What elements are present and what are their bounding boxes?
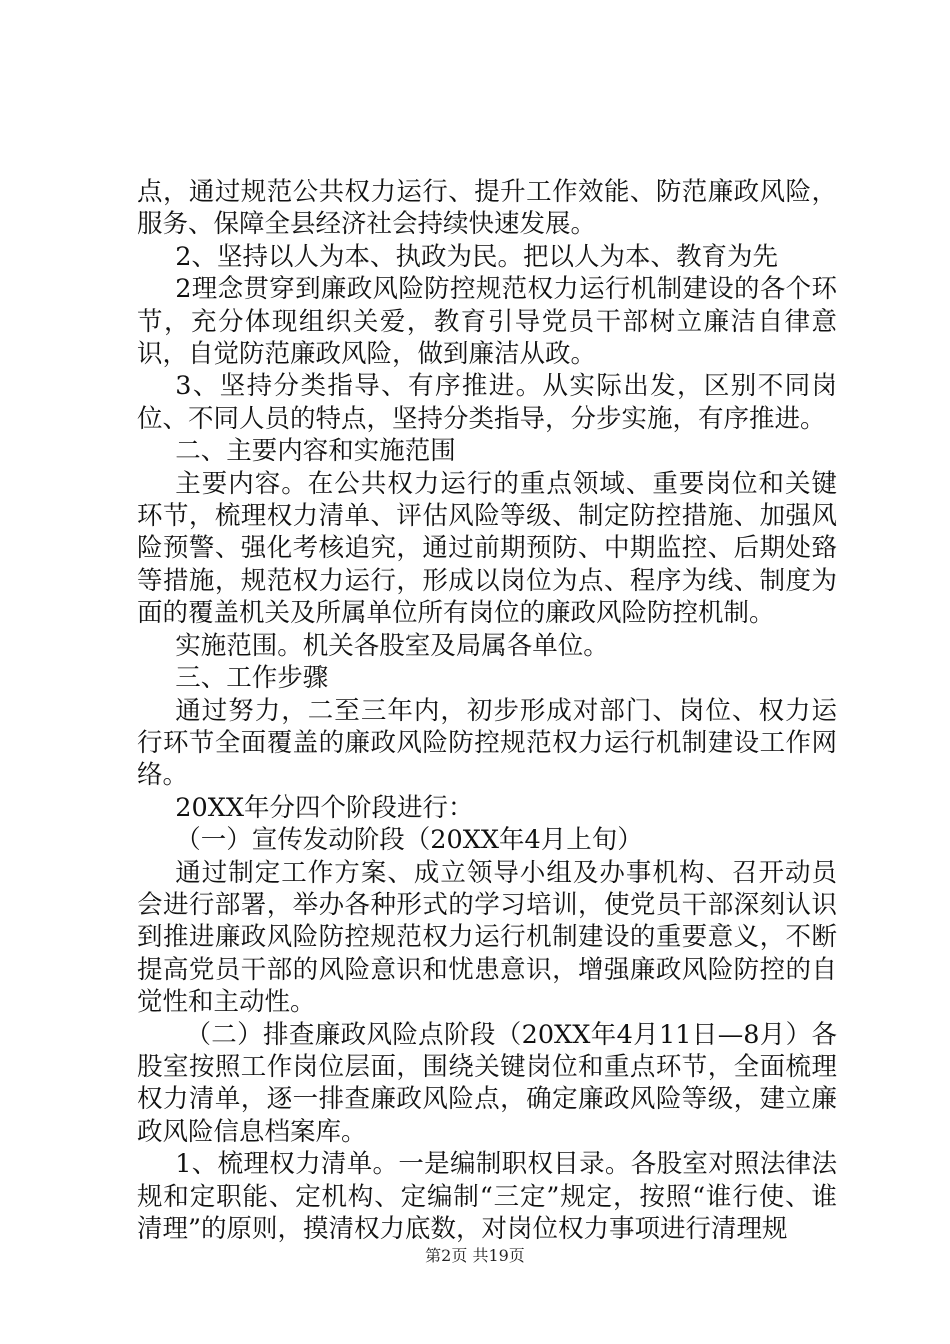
paragraph-stage-2: （二）排查廉政风险点阶段（20XX年4月11日—8月）各股室按照工作岗位层面，围绕关键岗位和重点环节，全面梳理权力清单，逐一排查廉政风险点，确定廉政风险等级，建立廉政风险信息档案库。 [137, 1019, 837, 1147]
paragraph-stage-1: 通过制定工作方案、成立领导小组及办事机构、召开动员会进行部署，举办各种形式的学习培训，使党员干部深刻认识到推进廉政风险防控规范权力运行机制建设的重要意义，不断提高党员干部的风险意识和忧患意识，增强廉政风险防控的自觉性和主动性。 [137, 857, 837, 1018]
paragraph-4: 3、坚持分类指导、有序推进。从实际出发，区别不同岗位、不同人员的特点，坚持分类指导，分步实施，有序推进。 [137, 371, 837, 434]
paragraph-four-stages: 20XX年分四个阶段进行： [175, 792, 474, 823]
document-body [137, 176, 837, 1245]
section-heading-2: 二、主要内容和实施范围 [175, 436, 456, 467]
paragraph-steps-intro: 通过努力，二至三年内，初步形成对部门、岗位、权力运行环节全面覆盖的廉政风险防控规范权力运行机制建设工作网络。 [137, 695, 837, 791]
section-heading-3: 三、工作步骤 [175, 663, 329, 694]
paragraph-main-content: 主要内容。在公共权力运行的重点领域、重要岗位和关键环节，梳理权力清单、评估风险等级、制定防控措施、加强风险预警、强化考核追究，通过前期预防、中期监控、后期处臵等措施，规范权力运行，形成以岗位为点、程序为线、制度为面的覆盖机关及所属单位所有岗位的廉政风险防控机制。 [137, 468, 837, 629]
paragraph-2: 2、坚持以人为本、执政为民。把以人为本、教育为先 [175, 241, 778, 272]
page-footer: 第2页 共19页 [425, 1246, 525, 1265]
paragraph-power-list: 1、梳理权力清单。一是编制职权目录。各股室对照法律法规和定职能、定机构、定编制“三定”规定，按照“谁行使、谁清理”的原则，摸清权力底数，对岗位权力事项进行清理规 [137, 1149, 837, 1244]
paragraph-3: 2理念贯穿到廉政风险防控规范权力运行机制建设的各个环节，充分体现组织关爱，教育引导党员干部树立廉洁自律意识，自觉防范廉政风险，做到廉洁从政。 [137, 274, 837, 370]
paragraph-scope: 实施范围。机关各股室及局属各单位。 [175, 630, 609, 661]
subheading-stage-1: （一）宣传发动阶段（20XX年4月上旬） [175, 825, 643, 856]
paragraph-1: 点，通过规范公共权力运行、提升工作效能、防范廉政风险，服务、保障全县经济社会持续快速发展。 [137, 177, 837, 240]
